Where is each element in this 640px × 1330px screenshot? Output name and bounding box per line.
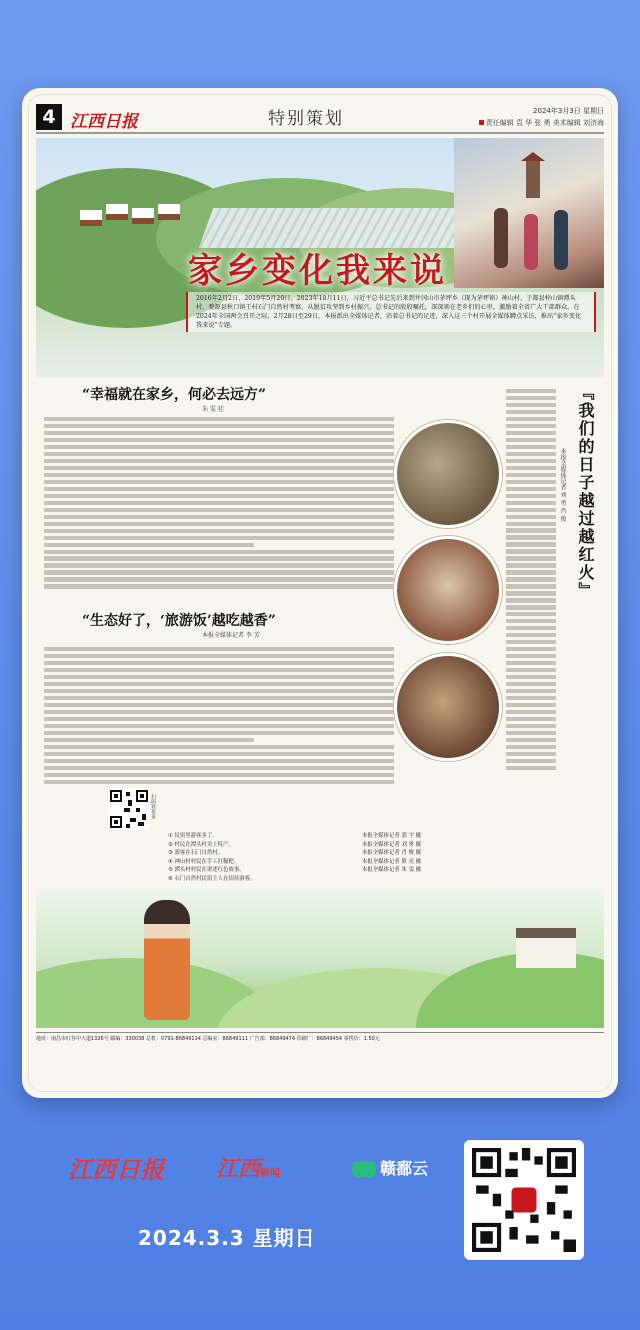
qr-caption: 扫码看更多 xyxy=(150,794,156,819)
caption-line: ⑤ 潭头村村民在讲述红色故事。 xyxy=(168,867,245,874)
credit-line: 本报全媒体记者 朱 雯 摄 xyxy=(362,867,422,874)
banner-illustration xyxy=(36,138,604,378)
bottom-date: 2024.3.3 星期日 xyxy=(138,1226,316,1250)
house-figure xyxy=(516,928,576,968)
page-editors xyxy=(479,118,604,128)
village-house xyxy=(158,204,180,220)
qr-code-graphic xyxy=(472,1148,576,1252)
newspaper-page-card[interactable] xyxy=(22,88,618,1098)
publisher-info-bar: 地址：南昌市红谷中大道1326号 邮编：330038 总机：0791-86849114 总编室：86849111 广告部：86849474 印刷厂：86849454 零售价：1.50元 xyxy=(36,1032,604,1046)
caption-line: ① 民宿里游客多了。 xyxy=(168,833,218,839)
section-title: 特别策划 xyxy=(268,109,344,129)
header-rule xyxy=(36,132,604,134)
credit-line: 本报全媒体记者 熊 亮 摄 xyxy=(362,858,422,865)
photo-making-rice-cake xyxy=(394,420,502,528)
article2-byline: 本报全媒体记者 李 芳 xyxy=(202,632,260,639)
article2-body xyxy=(44,644,394,824)
article1-body xyxy=(44,414,394,604)
visitor-figure xyxy=(524,214,538,270)
page-date: 2024年3月3日 星期日 xyxy=(533,107,604,115)
page-number: 4 xyxy=(36,104,62,130)
red-square-icon xyxy=(479,120,484,125)
article1-title: “幸福就在家乡，何必去远方” xyxy=(82,387,267,403)
credit-line: 本报全媒体记者 肖 俊 摄 xyxy=(362,850,422,857)
greenhouse-field xyxy=(199,208,474,248)
woman-figure xyxy=(144,900,190,1020)
village-house xyxy=(80,210,102,226)
headline-abstract: 2016年2月2日、2019年5月20日、2023年10月11日，习近平总书记先后来到井冈山市茅坪乡（现为茅坪镇）神山村、于都县梓山镇潭头村、婺源县秋口镇王村石门自然村考察。从脱贫攻坚到乡村振兴，总书记的殷殷嘱托，深深刻在老乡们的心里，激励着全省广大干部群众。在2024年全国两会召开之际，2月28日至29日，本报派出全媒体记者，沿着总书记的足迹，深入这三个村开展全媒体蹲点采访，推出“家乡变化我来说”专题。 xyxy=(186,292,596,332)
credit-line: 本报全媒体记者 郭 宇 摄 xyxy=(362,833,422,839)
caption-line: ③ 游客在石门自然村。 xyxy=(168,850,224,857)
caption-line: ④ 神山村村民在手工打糍粑。 xyxy=(168,858,240,865)
article2-title: “生态好了，‘旅游饭’越吃越香” xyxy=(82,613,276,629)
village-house xyxy=(106,204,128,220)
article3-title: 『我们的日子越过越红火』 xyxy=(576,384,595,600)
article3-body xyxy=(506,386,556,826)
large-qr-code[interactable] xyxy=(464,1140,584,1260)
photo-market-vendors xyxy=(394,536,502,644)
caption-line: ⑥ 石门自然村民宿主人在招待游客。 xyxy=(168,875,256,882)
ganpo-cloud-text: 赣鄱云 xyxy=(380,1159,429,1178)
article3-byline: 本报全媒体记者 刘 勇 肖 俊 xyxy=(559,448,566,522)
cloud-icon xyxy=(352,1161,376,1177)
visitor-figure xyxy=(554,210,568,270)
newspaper-logo: 江西日报 xyxy=(70,112,138,132)
photo-credits xyxy=(362,832,462,875)
pagoda-shape xyxy=(526,158,540,198)
jiangxi-daily-logo[interactable]: 江西日报 xyxy=(68,1155,164,1184)
article1-byline: 朱 雯 廷 xyxy=(202,406,224,413)
village-house xyxy=(132,208,154,224)
jiangxi-news-logo[interactable] xyxy=(216,1152,280,1183)
photo-homestay-host xyxy=(394,653,502,761)
village-street-photo xyxy=(454,138,604,288)
footer-landscape-illustration xyxy=(36,888,604,1028)
main-headline: 家乡变化我来说 xyxy=(188,251,447,291)
caption-line: ② 村民在潭头村卖土特产。 xyxy=(168,841,234,848)
pagoda-roof xyxy=(521,152,545,161)
ganpo-cloud-logo[interactable] xyxy=(352,1156,428,1179)
jiangxi-news-logo-small: 新闻 xyxy=(260,1168,281,1179)
editors-text: 责任编辑 袁 华 张 勇 美术编辑 刘济海 xyxy=(485,119,604,127)
brand-logos xyxy=(68,1150,448,1190)
small-qr-code[interactable] xyxy=(108,788,150,830)
jiangxi-news-logo-text: 江西 xyxy=(216,1156,261,1182)
visitor-figure xyxy=(494,208,508,268)
credit-line: 本报全媒体记者 刘 勇 摄 xyxy=(362,841,422,848)
